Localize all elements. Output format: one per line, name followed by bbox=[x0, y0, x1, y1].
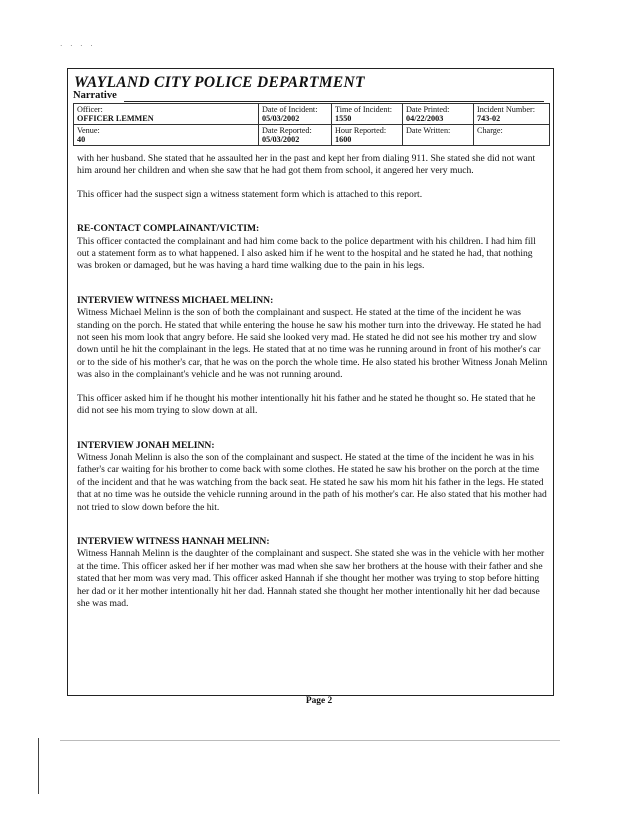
charge-cell bbox=[474, 125, 550, 146]
incident-number-cell bbox=[474, 104, 550, 125]
officer-value: OFFICER LEMMEN bbox=[77, 114, 154, 123]
time-incident-cell bbox=[332, 104, 403, 125]
section-heading: RE-CONTACT COMPLAINANT/VICTIM: bbox=[77, 223, 260, 235]
date-printed-cell bbox=[403, 104, 474, 125]
narrative-body bbox=[77, 153, 549, 610]
incident-number-value: 743-02 bbox=[477, 114, 501, 123]
officer-label: Officer: bbox=[77, 105, 103, 114]
narrative-paragraph: Witness Jonah Melinn is also the son of the complainant and suspect. He stated at the time of the incident he was in his father's car waiting for his brother to come back with some clothes. He stated he saw his brother on the porch at the time of the incident and that he was watching from the back seat. He stated he saw his mom hit his father in the legs. He stated that at no time was he outside the vehicle running around in the path of his mother's car. He also stated that his mother had not tried to slow down before the hit. bbox=[77, 451, 547, 513]
date-reported-label: Date Reported: bbox=[262, 126, 312, 135]
charge-value bbox=[477, 135, 546, 144]
incident-number-label: Incident Number: bbox=[477, 105, 535, 114]
department-title: WAYLAND CITY POLICE DEPARTMENT bbox=[74, 74, 365, 91]
narrative-paragraph: This officer contacted the complainant and had him come back to the police department with his children. I had him fill out a statement form as to what happened. I also asked him if he went to the hospital and he stated he had, that nothing was broken or damaged, but he was having a hard time walking due to the pain in his legs. bbox=[77, 235, 536, 272]
hour-reported-value: 1600 bbox=[335, 135, 352, 144]
narrative-paragraph: with her husband. She stated that he assaulted her in the past and kept her from dialing 911. She stated she did not want him around her children and when she saw that he had got them from school, it angered her very much. bbox=[77, 153, 536, 177]
section-heading: INTERVIEW WITNESS MICHAEL MELINN: bbox=[77, 294, 274, 306]
section-underline bbox=[124, 101, 544, 102]
narrative-paragraph: Witness Michael Melinn is the son of both the complainant and suspect. He stated at the time of the incident he was standing on the porch. He stated that while entering the house he saw his mother turn into the driveway. He stated he had not seen his mom look that angry before. He said she looked very mad. He stated he did not see his mother try and slow down until he hit the complainant in the legs. He stated that at no time was he running around in front of his mother's car or to the side of his mother's car, that he was on the porch the whole time. He also stated his brother Witness Jonah Melinn was also in the complainant's vehicle and he was not running around. bbox=[77, 307, 548, 381]
venue-label: Venue: bbox=[77, 126, 100, 135]
officer-cell bbox=[74, 104, 259, 125]
date-incident-label: Date of Incident: bbox=[262, 105, 318, 114]
section-label: Narrative bbox=[73, 90, 117, 101]
venue-cell bbox=[74, 125, 259, 146]
charge-label: Charge: bbox=[477, 126, 503, 135]
time-incident-value: 1550 bbox=[335, 114, 352, 123]
date-reported-value: 05/03/2002 bbox=[262, 135, 300, 144]
date-reported-cell bbox=[259, 125, 332, 146]
hour-reported-cell bbox=[332, 125, 403, 146]
header-table bbox=[73, 103, 550, 146]
date-incident-value: 05/03/2002 bbox=[262, 114, 300, 123]
page-number: Page 2 bbox=[305, 696, 333, 706]
narrative-paragraph: This officer asked him if he thought his mother intentionally hit his father and he stated he thought so. He stated that he did not see his mom trying to slow down at all. bbox=[77, 392, 536, 417]
header-row bbox=[74, 125, 550, 146]
date-incident-cell bbox=[259, 104, 332, 125]
header-row bbox=[74, 104, 550, 125]
scan-specks: · · · · bbox=[60, 42, 96, 50]
narrative-paragraph: Witness Hannah Melinn is the daughter of the complainant and suspect. She stated she was in the vehicle with her mother at the time. This officer asked her if her mother was mad when she saw her brothers at the house with their father and she stated that her mom was very mad. This officer asked Hannah if she thought her mother was trying to stop before hitting her dad or it her mother intentionally hit her dad. Hannah stated she thought her mother intentionally hit her dad because she was mad. bbox=[77, 548, 545, 609]
hour-reported-label: Hour Reported: bbox=[335, 126, 387, 135]
footer-divider bbox=[60, 740, 560, 741]
narrative-paragraph: This officer had the suspect sign a witness statement form which is attached to this report. bbox=[77, 188, 423, 200]
date-printed-value: 04/22/2003 bbox=[406, 114, 444, 123]
time-incident-label: Time of Incident: bbox=[335, 105, 393, 114]
venue-value: 40 bbox=[77, 135, 86, 144]
date-written-value bbox=[406, 135, 470, 144]
date-written-label: Date Written: bbox=[406, 126, 451, 135]
report-frame bbox=[67, 68, 554, 696]
section-heading: INTERVIEW JONAH MELINN: bbox=[77, 439, 215, 451]
date-printed-label: Date Printed: bbox=[406, 105, 450, 114]
date-written-cell bbox=[403, 125, 474, 146]
section-heading: INTERVIEW WITNESS HANNAH MELINN: bbox=[77, 535, 270, 547]
scan-margin-line bbox=[38, 738, 39, 794]
